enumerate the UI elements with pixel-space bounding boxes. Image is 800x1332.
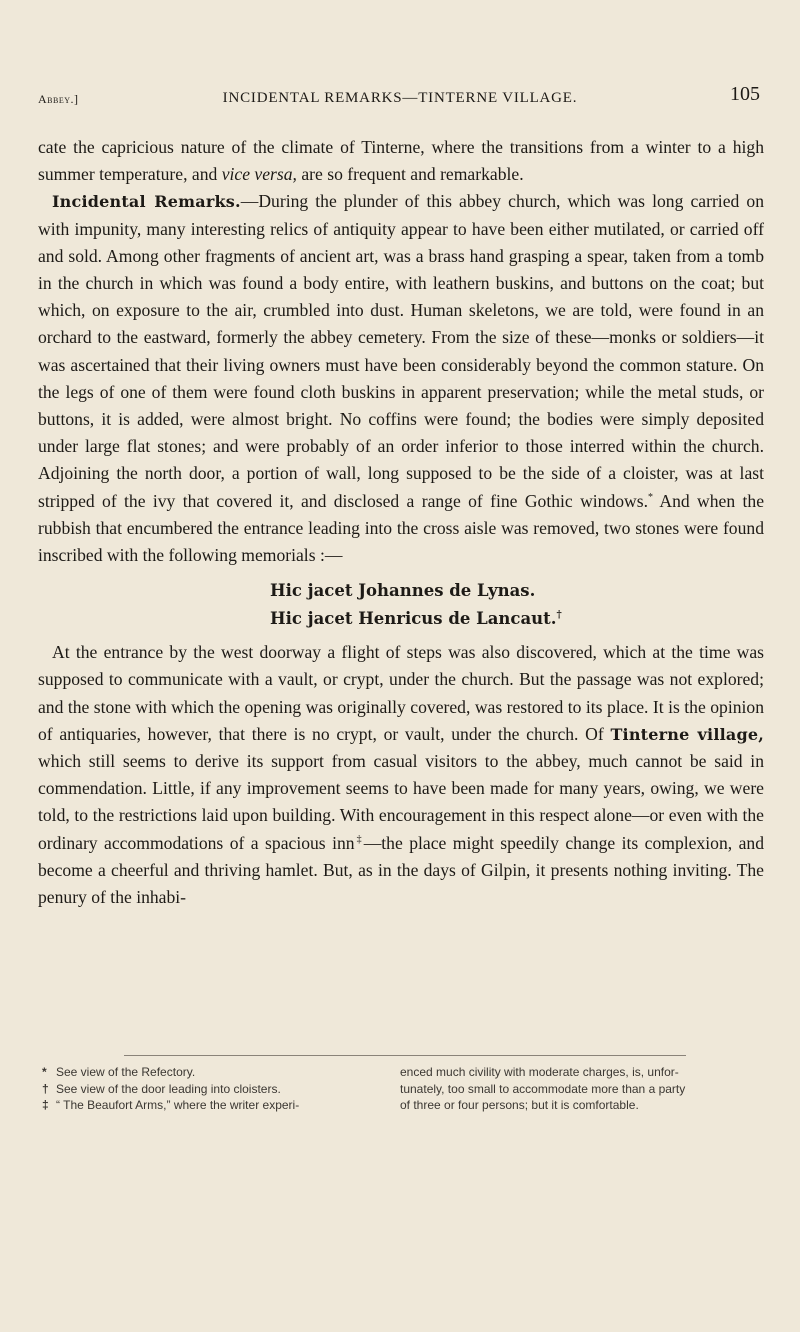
footnote-continuation: enced much civility with moderate charges, is, unfor- bbox=[400, 1065, 679, 1079]
section-heading-tinterne-village: Tinterne village, bbox=[610, 724, 764, 744]
paragraph-west-doorway: At the entrance by the west doorway a flight of steps was also discovered, which at the time was supposed to communicate with a vault, or crypt, under the church. But the passage was not explored; and the stone with which the opening was originally covered, was restored to its place. It is the opinion of antiquaries, however, that there is no crypt, or vault, under the church. Of Tinterne village, which still seems to derive its support from casual visitors to the abbey, much cannot be said in commendation. Little, if any improvement seems to have been made for many years, owing, we were told, to the restrictions laid upon building. With encouragement in this respect alone—or even with the ordinary accommodations of a spacious inn‡—the place might speedily change its complexion, and become a cheerful and thriving hamlet. But, as in the days of Gilpin, it presents nothing inviting. The penury of the inhabi- bbox=[38, 642, 764, 908]
footnotes-left-column bbox=[42, 1064, 360, 1114]
footnote-divider bbox=[124, 1055, 686, 1056]
footnote: † See view of the door leading into cloisters. bbox=[42, 1081, 281, 1096]
footnote-ref-double-dagger[interactable]: ‡ bbox=[354, 833, 364, 845]
inscription-line: Hic jacet Henricus de Lancaut.† bbox=[270, 609, 562, 629]
footnotes-right-column bbox=[400, 1064, 736, 1114]
paragraph-continuation: cate the capricious nature of the climate of Tinterne, where the transitions from a winter to a high summer temperature, and vice versa, are so frequent and remarkable. bbox=[38, 137, 764, 185]
running-header bbox=[38, 83, 762, 110]
main-text bbox=[38, 134, 764, 911]
running-head-title: INCIDENTAL REMARKS—TINTERNE VILLAGE. bbox=[222, 90, 578, 106]
footnote-ref-dagger[interactable]: † bbox=[556, 609, 562, 621]
footnote: ‡ “ The Beaufort Arms,” where the writer experi- bbox=[42, 1098, 300, 1112]
inscription-line: Hic jacet Johannes de Lynas. bbox=[270, 581, 536, 601]
paragraph-incidental-remarks: Incidental Remarks.—During the plunder of this abbey church, which was long carried on with impunity, many interesting relics of antiquity appear to have been either mutilated, or carried off and sold. Among other fragments of ancient art, was a brass hand grasping a spear, taken from a tomb in the church in which was found a body entire, with leathern buskins, and buttons on the coat; but which, on exposure to the air, crumbled into dust. Human skeletons, we are told, were found in an orchard to the eastward, formerly the abbey cemetery. From the size of these—monks or soldiers—it was ascertained that their living owners must have been considerably beyond the common stature. On the legs of one of them were found cloth buskins in apparent preservation; while the metal studs, or buttons, it is added, were almost bright. No coffins were found; the bodies were simply deposited under large flat stones; and were probably of an order inferior to those interred within the church. Adjoining the north door, a portion of wall, long supposed to be the side of a cloister, was at last stripped of the ivy that covered it, and disclosed a range of fine Gothic windows.* And when the rubbish that encumbered the entrance leading into the cross aisle was removed, two stones were found inscribed with the following memorials :— bbox=[38, 191, 765, 566]
section-heading-incidental-remarks: Incidental Remarks. bbox=[52, 192, 241, 212]
footnote-ref-star[interactable]: * bbox=[648, 491, 654, 503]
footnote: * See view of the Refectory. bbox=[42, 1065, 196, 1079]
inscriptions bbox=[270, 577, 764, 633]
page-number: 105 bbox=[730, 83, 760, 105]
footnote-continuation: tunately, too small to accommodate more than a party bbox=[400, 1081, 686, 1096]
footnote-continuation: of three or four persons; but it is comfortable. bbox=[400, 1098, 639, 1112]
running-head-left: Abbey.] bbox=[38, 92, 79, 106]
